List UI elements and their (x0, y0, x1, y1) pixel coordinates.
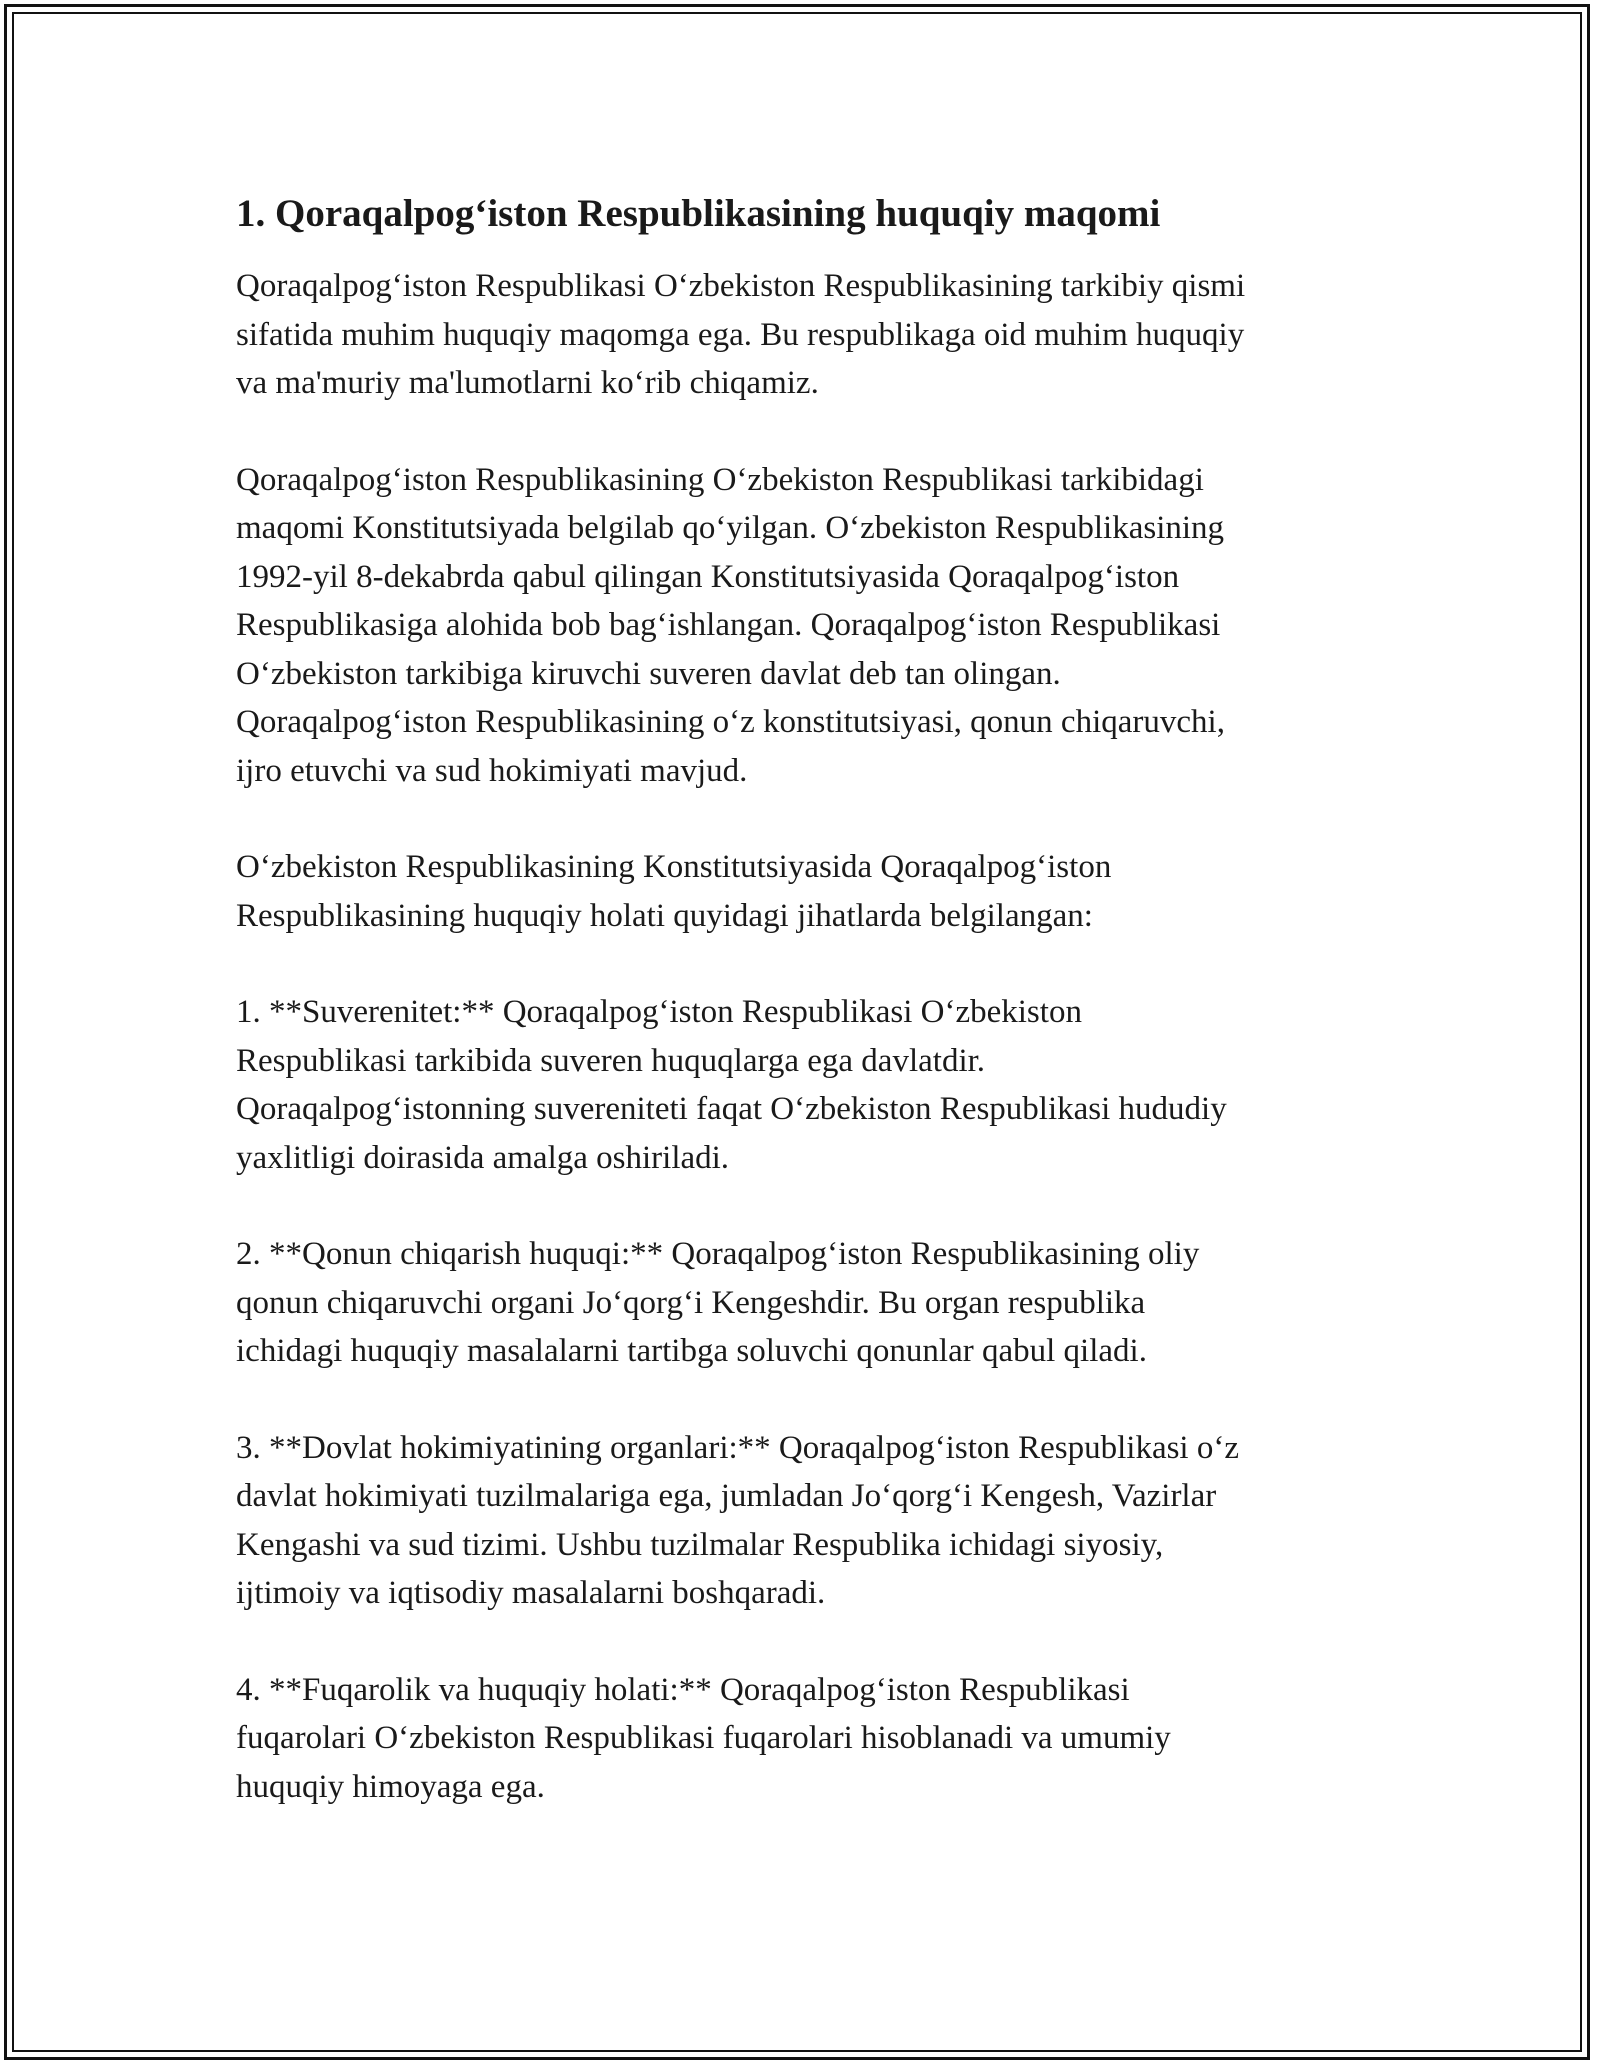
text-line: maqomi Konstitutsiyada belgilab qo‘yilgan. O‘zbekiston Respublikasining (236, 510, 1225, 546)
text-line: qonun chiqaruvchi organi Jo‘qorg‘i Kengeshdir. Bu organ respublika (236, 1284, 1146, 1321)
text-line: 3. **Dovlat hokimiyatining organlari:** Qoraqalpog‘iston Respublikasi o‘z (236, 1429, 1239, 1466)
text-line: Respublikasining huquqiy holati quyidagi jihatlarda belgilangan: (236, 897, 1093, 934)
paragraph-constitution-status (236, 456, 1386, 796)
text-line: ijro etuvchi va sud hokimiyati mavjud. (236, 752, 748, 789)
text-line: huquqiy himoyaga ega. (236, 1768, 545, 1805)
text-line: davlat hokimiyati tuzilmalariga ega, jumladan Jo‘qorg‘i Kengesh, Vazirlar (236, 1478, 1217, 1514)
text-line: sifatida muhim huquqiy maqomga ega. Bu respublikaga oid muhim huquqiy (236, 316, 1245, 353)
text-line: fuqarolari O‘zbekiston Respublikasi fuqarolari hisoblanadi va umumiy (236, 1720, 1171, 1756)
list-item-citizenship (236, 1666, 1386, 1812)
list-item-sovereignty (236, 988, 1386, 1182)
document-body (236, 186, 1386, 1859)
text-line: Respublikasi tarkibida suveren huquqlarga ega davlatdir. (236, 1042, 986, 1079)
text-line: va ma'muriy ma'lumotlarni ko‘rib chiqamiz. (236, 365, 819, 401)
text-line: Qoraqalpog‘iston Respublikasi O‘zbekiston Respublikasining tarkibiy qismi (236, 268, 1246, 304)
paragraph-legal-aspects-intro (236, 843, 1386, 940)
text-line: Qoraqalpog‘istonning suvereniteti faqat O‘zbekiston Respublikasi hududiy (236, 1091, 1227, 1127)
text-line: 1992-yil 8-dekabrda qabul qilingan Konstitutsiyasida Qoraqalpog‘iston (236, 558, 1180, 595)
text-line: Qoraqalpog‘iston Respublikasining O‘zbekiston Respublikasi tarkibidagi (236, 461, 1204, 498)
text-line: 2. **Qonun chiqarish huquqi:** Qoraqalpog‘iston Respublikasining oliy (236, 1236, 1200, 1272)
text-line: yaxlitligi doirasida amalga oshiriladi. (236, 1139, 730, 1176)
text-line: 1. **Suverenitet:** Qoraqalpog‘iston Respublikasi O‘zbekiston (236, 994, 1082, 1030)
text-line: Kengashi va sud tizimi. Ushbu tuzilmalar Respublika ichidagi siyosiy, (236, 1526, 1164, 1563)
text-line: ichidagi huquqiy masalalarni tartibga soluvchi qonunlar qabul qiladi. (236, 1333, 1147, 1369)
paragraph-intro (236, 262, 1386, 408)
list-item-state-organs (236, 1424, 1386, 1618)
text-line: 4. **Fuqarolik va huquqiy holati:** Qoraqalpog‘iston Respublikasi (236, 1671, 1130, 1708)
text-line: O‘zbekiston Respublikasining Konstitutsiyasida Qoraqalpog‘iston (236, 849, 1112, 885)
text-line: ijtimoiy va iqtisodiy masalalarni boshqaradi. (236, 1575, 826, 1611)
text-line: O‘zbekiston tarkibiga kiruvchi suveren davlat deb tan olingan. (236, 655, 1061, 692)
list-item-legislative-right (236, 1230, 1386, 1376)
page-title: 1. Qoraqalpog‘iston Respublikasining huquqiy maqomi (236, 192, 1161, 235)
text-line: Respublikasiga alohida bob bag‘ishlangan. Qoraqalpog‘iston Respublikasi (236, 607, 1221, 643)
text-line: Qoraqalpog‘iston Respublikasining o‘z konstitutsiyasi, qonun chiqaruvchi, (236, 704, 1225, 740)
